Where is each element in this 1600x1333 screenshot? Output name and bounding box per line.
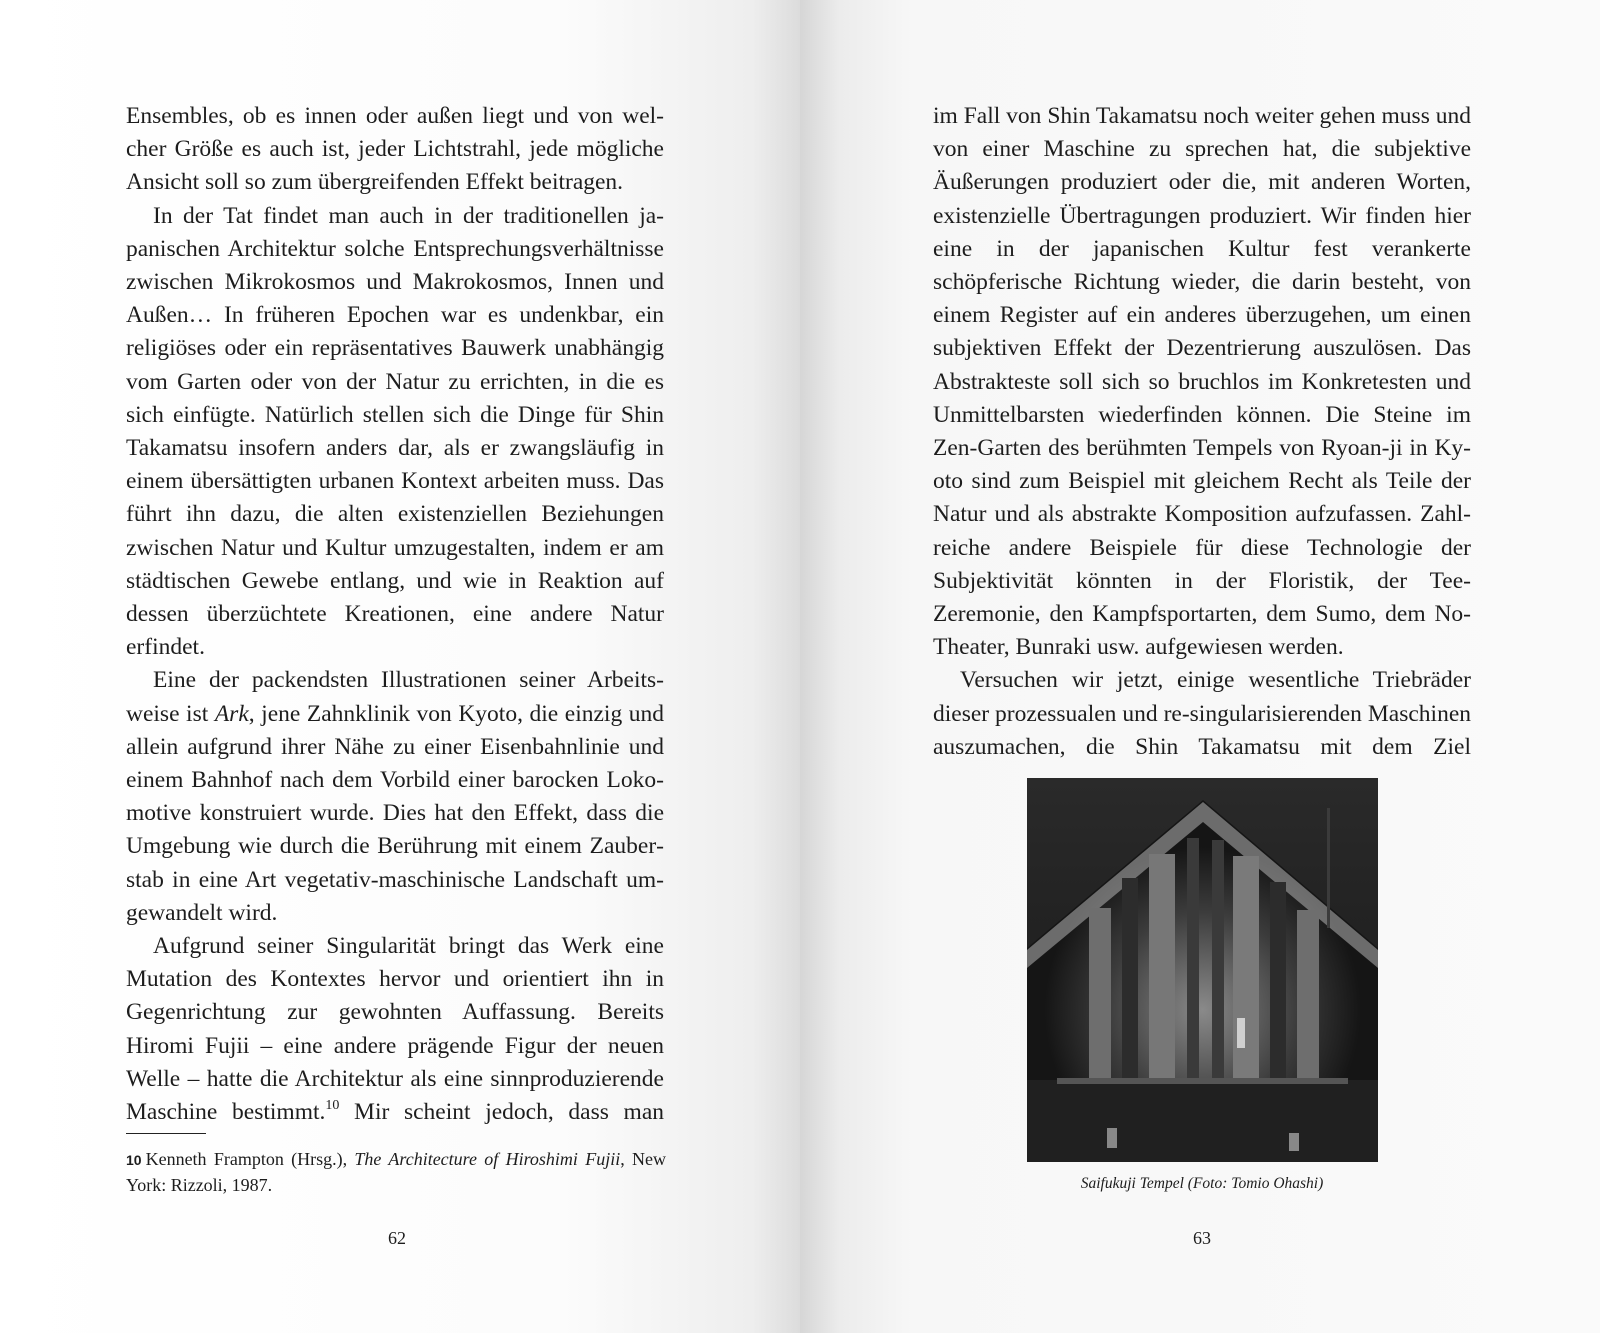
paragraph: Versuchen wir jetzt, einige wesentliche Triebräder dieser prozessualen und re-singularisierenden Maschinen auszumachen, die Shin Takamatsu mit dem Ziel: [933, 667, 1471, 760]
paragraph: In der Tat findet man auch in der traditionellen japanischen Architektur solche Entsprechungsverhältnisse zwischen Mikrokosmos und Makrokosmos, Innen und Außen… In früheren Epochen war es undenkbar, ein religiöses oder ein repräsentatives Bauwerk unabhängig vom Garten oder von der Natur zu errichten, in die es sich einfügte. Natürlich stellen sich die Dinge für Shin Takamatsu insofern anders dar, als er zwangsläufig in einem übersättigten urbanen Kontext arbeiten muss. Das führt ihn dazu, die alten existenziellen Beziehungen zwischen Natur und Kultur umzugestalten, indem er am städtischen Gewebe entlang, und wie in Reaktion auf dessen überzüchtete Kreationen, eine andere Natur erfindet.: [126, 202, 664, 661]
footnote-reference[interactable]: 10: [325, 1098, 340, 1114]
italic-title: Ark: [214, 700, 249, 727]
footnote-number: 10: [126, 1152, 142, 1168]
footnote-rule: [126, 1133, 206, 1134]
temple-photo: [1027, 778, 1378, 1162]
footnote-title: The Architecture of Hiroshimi Fujii: [354, 1149, 621, 1169]
page-number: 63: [1193, 1228, 1211, 1248]
photo-caption: Saifukuji Tempel (Foto: Tomio Ohashi): [1080, 1175, 1324, 1192]
right-page: [800, 0, 1600, 1333]
right-body-text: [933, 100, 1471, 764]
paragraph: Ensembles, ob es innen oder außen liegt und von welcher Größe es auch ist, jeder Lichtstrahl, jede mögliche Ansicht soll so zum übergreifenden Effekt beitragen.: [126, 103, 664, 196]
footnote: 10 Kenneth Frampton (Hrsg.), The Architecture of Hiroshimi Fujii, New York: Rizzoli, 1987.: [126, 1149, 666, 1195]
paragraph: Eine der packendsten Illustrationen seiner Arbeitsweise ist Ark, jene Zahnklinik von Kyoto, die einzig und allein aufgrund ihrer Nähe zu einer Eisenbahnlinie und einem Bahnhof nach dem Vorbild einer barocken Lokomotive konstruiert wurde. Dies hat den Effekt, dass die Umgebung wie durch die Berührung mit einem Zauberstab in eine Art vegetativ-maschinische Landschaft umgewandelt wird.: [126, 667, 664, 926]
paragraph: im Fall von Shin Takamatsu noch weiter gehen muss und von einer Maschine zu sprechen hat, die subjektive Äußerungen produziert oder die, mit anderen Worten, existenzielle Übertragungen produziert. Wir finden hier eine in der japanischen Kultur fest verankerte schöpferische Richtung wieder, die darin besteht, von einem Register auf ein anderes überzugehen, um einen subjektiven Effekt der Dezentrierung auszulösen. Das Abstrakteste soll sich so bruchlos im Konkretesten und Unmittelbarsten wiederfinden können. Die Steine im Zen-Garten des berühmten Tempels von Ryoan-ji in Kyoto sind zum Beispiel mit gleichem Recht als Teile der Natur und als abstrakte Komposition aufzufassen. Zahlreiche andere Beispiele für diese Technologie der Subjektivität könnten in der Floristik, der Tee-Zeremonie, den Kampfsportarten, dem Sumo, dem No-Theater, Bunraki usw. aufgewiesen werden.: [933, 103, 1471, 661]
page-number: 62: [388, 1228, 406, 1248]
left-body-text: [126, 100, 664, 1129]
paragraph: Aufgrund seiner Singularität bringt das Werk eine Mutation des Kontextes hervor und orientiert ihn in Gegenrichtung zur gewohnten Auffassung. Bereits Hiromi Fujii – eine andere prägende Figur der neuen Welle – hatte die Architektur als eine sinnproduzierende Maschine bestimmt.$^{10}$ Mir scheint jedoch, dass man: [126, 933, 664, 1126]
